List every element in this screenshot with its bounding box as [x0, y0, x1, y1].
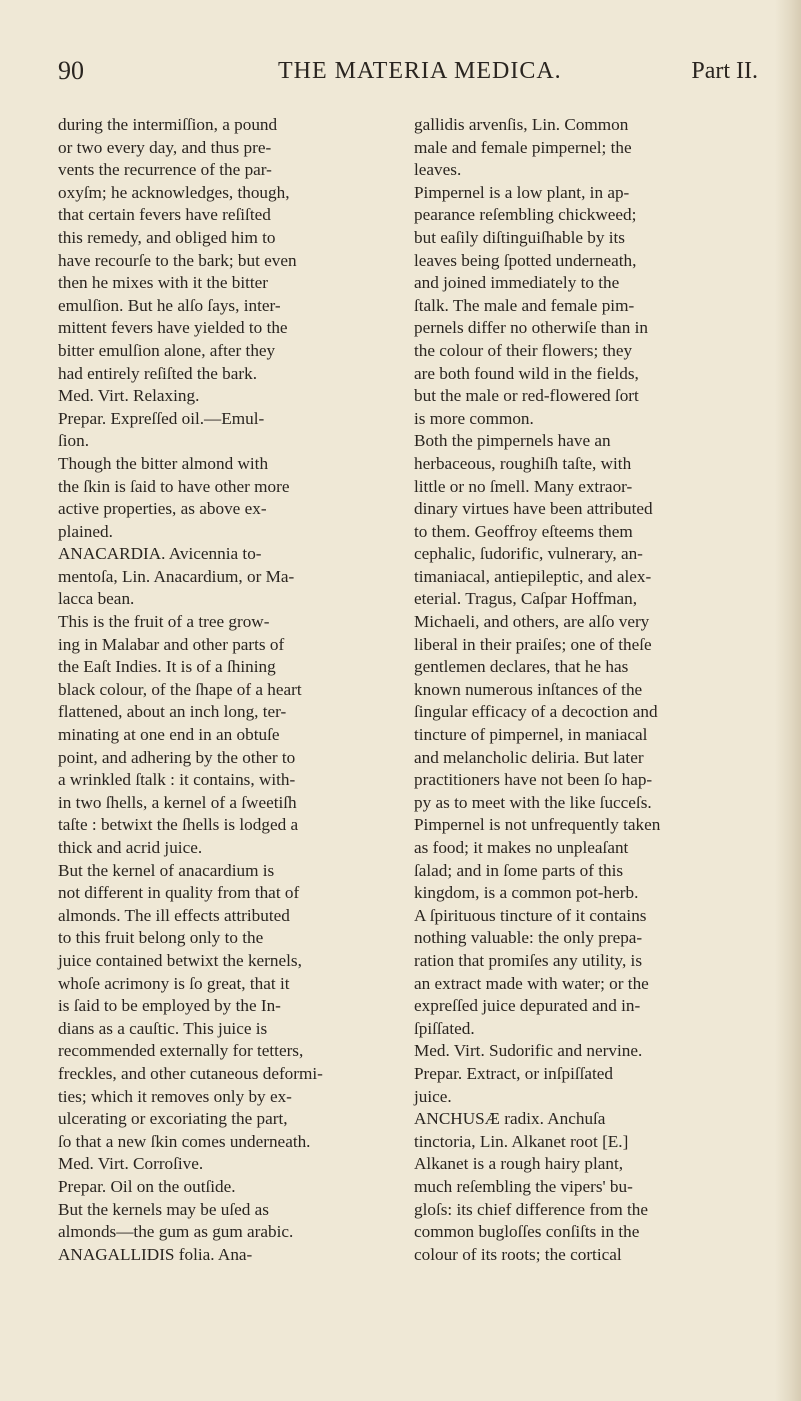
text-line: mentoſa, Lin. Anacardium, or Ma- [58, 566, 295, 586]
text-line: Alkanet is a rough hairy plant, [414, 1154, 624, 1174]
text-line: plained. [58, 521, 113, 541]
text-line: emulſion. But he alſo ſays, inter- [58, 295, 281, 315]
text-line: minating at one end in an obtuſe [58, 725, 280, 745]
text-line: ſtalk. The male and female pim- [414, 295, 635, 315]
text-line: tinctoria, Lin. Alkanet root [E.] [414, 1131, 629, 1151]
text-line: known numerous inſtances of the [414, 679, 643, 699]
text-line: juice. [414, 1086, 452, 1106]
text-line: black colour, of the ſhape of a heart [58, 679, 302, 699]
text-line: flattened, about an inch long, ter- [58, 702, 287, 722]
text-line: ſpiſſated. [414, 1018, 475, 1038]
text-line: Prepar. Extract, or inſpiſſated [414, 1063, 614, 1083]
text-line: as food; it makes no unpleaſant [414, 838, 629, 857]
text-line: cephalic, ſudorific, vulnerary, an- [414, 544, 643, 564]
text-line: gloſs: its chief difference from the [414, 1199, 649, 1219]
left-column [58, 114, 386, 1266]
text-line: then he mixes with it the bitter [58, 273, 269, 293]
text-line: thick and acrid juice. [58, 838, 203, 857]
text-line: Prepar. Oil on the outſide. [58, 1176, 236, 1196]
text-line: almonds. The ill effects attributed [58, 905, 290, 925]
text-line: taſte : betwixt the ſhells is lodged a [58, 815, 299, 835]
text-line: mittent fevers have yielded to the [58, 318, 288, 338]
text-line: have recourſe to the bark; but even [58, 250, 297, 270]
text-line: bitter emulſion alone, after they [58, 340, 276, 360]
text-line: the colour of their flowers; they [414, 340, 633, 360]
text-line: kingdom, is a common pot-herb. [414, 883, 639, 903]
text-line: that certain fevers have reſiſted [58, 205, 271, 225]
text-line: male and female pimpernel; the [414, 137, 632, 157]
text-line: But the kernel of anacardium is [58, 860, 275, 880]
text-line: freckles, and other cutaneous deformi- [58, 1063, 323, 1083]
text-line: dians as a cauſtic. This juice is [58, 1018, 268, 1038]
right-column [414, 114, 746, 1266]
text-line: recommended externally for tetters, [58, 1041, 304, 1061]
text-line: is ſaid to be employed by the In- [58, 996, 281, 1016]
text-line: common bugloſſes conſiſts in the [414, 1222, 640, 1242]
text-line: vents the recurrence of the par- [58, 160, 272, 180]
text-line: in two ſhells, a kernel of a ſweetiſh [58, 792, 297, 812]
text-line: are both found wild in the fields, [414, 363, 639, 383]
text-line: eterial. Tragus, Caſpar Hoffman, [414, 589, 638, 609]
text-line: But the kernels may be uſed as [58, 1199, 269, 1219]
text-line: not different in quality from that of [58, 883, 300, 903]
text-line: Pimpernel is a low plant, in ap- [414, 182, 630, 202]
text-line: Med. Virt. Corroſive. [58, 1154, 204, 1174]
text-line: almonds—the gum as gum arabic. [58, 1222, 294, 1242]
text-line: lacca bean. [58, 589, 135, 609]
text-line: liberal in their praiſes; one of theſe [414, 634, 652, 654]
text-line: tincture of pimpernel, in maniacal [414, 725, 648, 745]
text-line: ANCHUSÆ radix. Anchuſa [414, 1109, 606, 1129]
text-line: This is the fruit of a tree grow- [58, 612, 270, 632]
text-line: py as to meet with the like ſucceſs. [414, 792, 652, 812]
text-line: herbaceous, roughiſh taſte, with [414, 453, 632, 473]
text-line: this remedy, and obliged him to [58, 227, 276, 247]
text-line: Prepar. Expreſſed oil.—Emul- [58, 408, 265, 428]
page-edge-shadow [775, 0, 801, 1401]
text-line: ulcerating or excoriating the part, [58, 1109, 288, 1129]
text-line: Both the pimpernels have an [414, 431, 611, 451]
text-line: Michaeli, and others, are alſo very [414, 612, 650, 632]
text-line: A ſpirituous tincture of it contains [414, 905, 647, 925]
text-line: timaniacal, antiepileptic, and alex- [414, 566, 652, 586]
text-line: dinary virtues have been attributed [414, 499, 653, 519]
text-line: during the intermiſſion, a pound [58, 115, 278, 134]
text-line: ing in Malabar and other parts of [58, 634, 285, 654]
text-line: leaves being ſpotted underneath, [414, 250, 637, 270]
text-line: gallidis arvenſis, Lin. Common [414, 115, 629, 134]
text-line: but eaſily diſtinguiſhable by its [414, 227, 626, 247]
text-line: ſion. [58, 431, 90, 451]
text-line: gentlemen declares, that he has [414, 657, 629, 677]
text-line: but the male or red-flowered ſort [414, 386, 639, 406]
text-line: Med. Virt. Relaxing. [58, 386, 200, 406]
text-line: point, and adhering by the other to [58, 747, 296, 767]
text-line: colour of its roots; the cortical [414, 1244, 622, 1264]
text-line: and joined immediately to the [414, 273, 620, 293]
text-line: nothing valuable: the only prepa- [414, 928, 643, 948]
text-line: a wrinkled ſtalk : it contains, with- [58, 770, 296, 790]
text-line: whoſe acrimony is ſo great, that it [58, 973, 290, 993]
text-line: much reſembling the vipers' bu- [414, 1176, 633, 1196]
text-line: practitioners have not been ſo hap- [414, 770, 653, 790]
text-line: to them. Geoffroy eſteems them [414, 521, 633, 541]
text-line: ration that promiſes any utility, is [414, 950, 643, 970]
text-line: juice contained betwixt the kernels, [58, 950, 302, 970]
text-line: the Eaſt Indies. It is of a ſhining [58, 657, 276, 677]
text-line: an extract made with water; or the [414, 973, 649, 993]
text-line: or two every day, and thus pre- [58, 137, 272, 157]
text-line: ANAGALLIDIS folia. Ana- [58, 1244, 253, 1264]
text-line: pearance reſembling chickweed; [414, 205, 637, 225]
text-line: active properties, as above ex- [58, 499, 267, 519]
text-line: the ſkin is ſaid to have other more [58, 476, 290, 496]
text-line: had entirely reſiſted the bark. [58, 363, 258, 383]
text-line: ſalad; and in ſome parts of this [414, 860, 624, 880]
page-number: 90 [58, 56, 84, 85]
text-line: Pimpernel is not unfrequently taken [414, 815, 661, 835]
running-header [58, 56, 758, 86]
part-label: Part II. [691, 58, 758, 84]
text-line: pernels differ no otherwiſe than in [414, 318, 649, 338]
text-line: to this fruit belong only to the [58, 928, 264, 948]
text-line: Though the bitter almond with [58, 453, 269, 473]
text-line: little or no ſmell. Many extraor- [414, 476, 633, 496]
text-line: expreſſed juice depurated and in- [414, 996, 641, 1016]
text-line: ANACARDIA. Avicennia to- [58, 544, 262, 564]
text-line: is more common. [414, 408, 534, 428]
text-line: ſo that a new ſkin comes underneath. [58, 1131, 311, 1151]
text-line: oxyſm; he acknowledges, though, [58, 182, 290, 202]
text-line: and melancholic deliria. But later [414, 747, 644, 767]
text-line: ſingular efficacy of a decoction and [414, 702, 658, 722]
text-line: ties; which it removes only by ex- [58, 1086, 292, 1106]
text-line: Med. Virt. Sudorific and nervine. [414, 1041, 643, 1061]
text-line: leaves. [414, 160, 462, 180]
running-title: THE MATERIA MEDICA. [278, 58, 562, 84]
